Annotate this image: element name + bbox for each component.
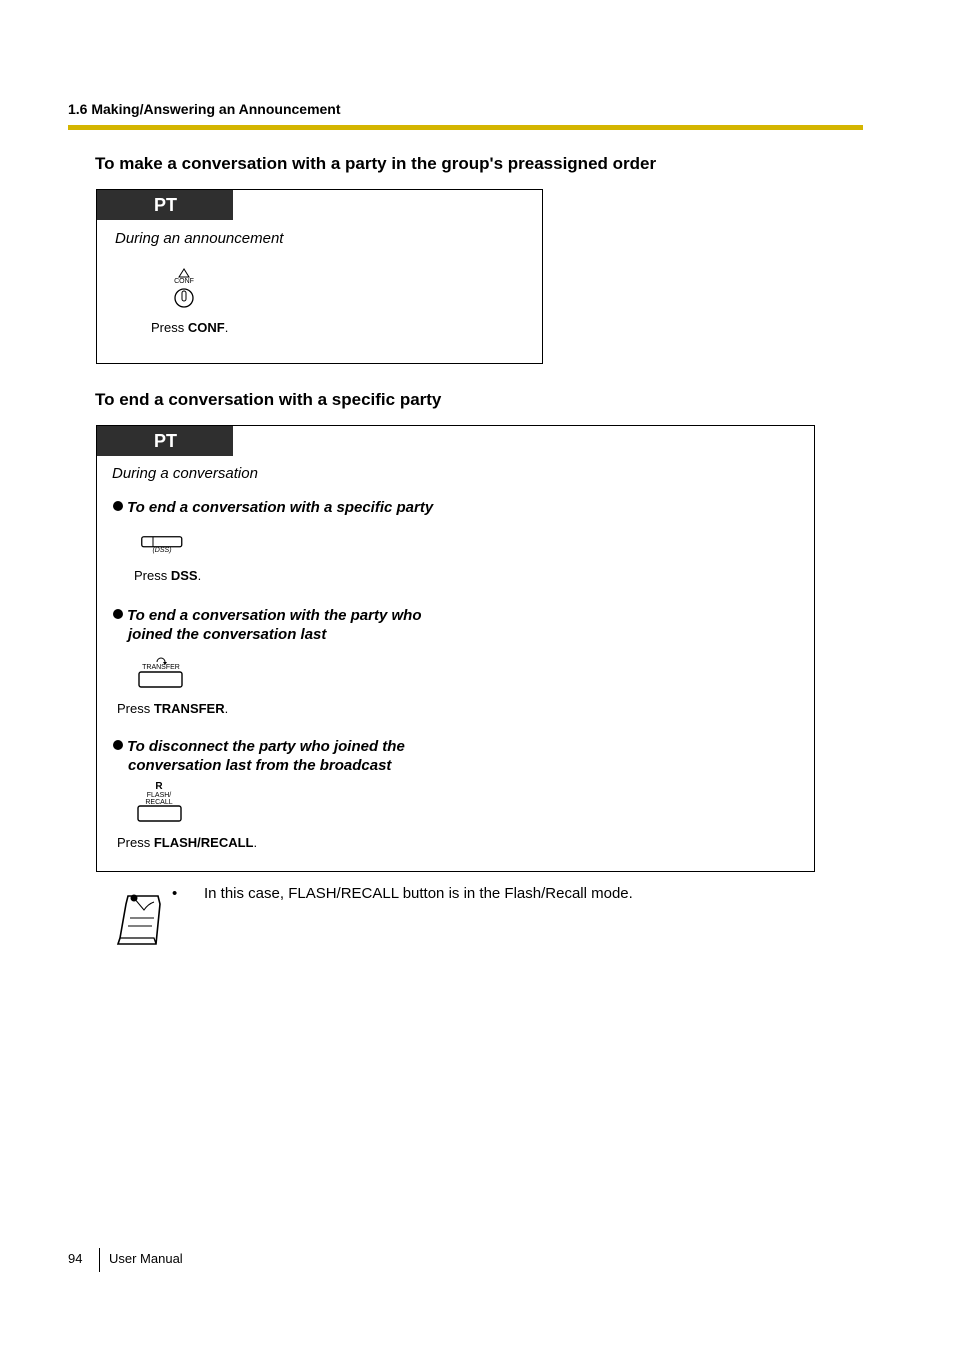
press-prefix: Press (151, 320, 188, 335)
conf-triangle-icon (171, 268, 197, 310)
section1-procedure-box (96, 189, 543, 364)
item1-title: To end a conversation with a specific party (113, 498, 433, 517)
recall-glyph-icon: R (155, 781, 163, 792)
footer-label: User Manual (109, 1251, 183, 1266)
conf-button-caption: CONF (174, 278, 194, 285)
flash-recall-button[interactable] (137, 782, 183, 822)
item3-press-instruction: Press FLASH/RECALL. (117, 835, 258, 850)
section1-heading: To make a conversation with a party in the group's preassigned order (95, 154, 657, 173)
press-key: FLASH/RECALL (153, 835, 254, 850)
section2-procedure-box (96, 425, 815, 872)
pt-tab: PT (97, 190, 233, 220)
page-number: 94 (68, 1251, 83, 1266)
note-bullet: • (172, 885, 178, 902)
press-key: TRANSFER (153, 701, 225, 716)
item2-press-instruction: Press TRANSFER. (117, 701, 229, 716)
section1-press-instruction (151, 320, 228, 335)
notepad-icon (114, 890, 164, 948)
bullet-dot-icon (113, 609, 123, 619)
section2-context: During a conversation (112, 465, 258, 482)
footer-divider (99, 1248, 100, 1272)
section2-heading: To end a conversation with a specific party (95, 390, 442, 409)
note-text: In this case, FLASH/RECALL button is in the Flash/Recall mode. (204, 885, 633, 902)
section1-context: During an announcement (115, 230, 284, 247)
transfer-arrow-icon (138, 655, 184, 689)
press-suffix: . (224, 320, 229, 335)
item2-title: To end a conversation with the party who joined the conversation last (113, 606, 421, 644)
dss-button[interactable] (141, 535, 183, 555)
transfer-button[interactable] (138, 655, 184, 689)
item1-press-instruction: Press DSS. (134, 568, 202, 583)
section-header-title: 1.6 Making/Answering an Announcement (68, 101, 341, 117)
item3-title: To disconnect the party who joined the conversation last from the broadcast (113, 737, 405, 775)
bullet-dot-icon (113, 501, 123, 511)
press-key: CONF (187, 320, 225, 335)
flash-recall-caption: FLASH/ RECALL (145, 792, 173, 806)
transfer-caption: TRANSFER (142, 664, 180, 671)
conf-button[interactable] (171, 268, 197, 310)
flash-recall-key-icon (137, 805, 183, 822)
press-key: DSS (170, 568, 198, 583)
pt-tab: PT (97, 426, 233, 456)
dss-caption: (DSS) (152, 547, 172, 554)
bullet-dot-icon (113, 740, 123, 750)
header-rule (68, 125, 863, 130)
